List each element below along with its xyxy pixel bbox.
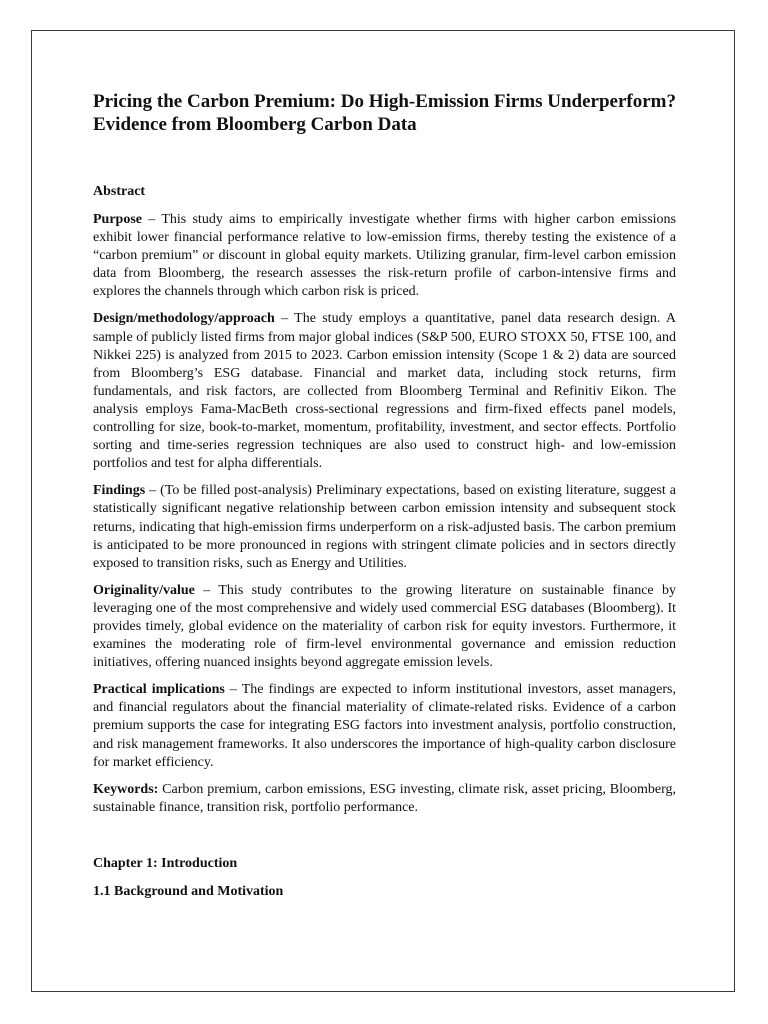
findings-text: (To be filled post-analysis) Preliminary expectations, based on existing literature, suggest a statistically significant negative relationship between carbon emission intensity and subsequent stock returns, indicating that high-emission firms underperform on a risk-adjusted basis. The carbon premium is anticipated to be more pronounced in regions with stringent climate policies and in sectors directly exposed to transition risks, such as Energy and Utilities.	[93, 483, 676, 571]
findings-separator: –	[145, 483, 161, 499]
abstract-design	[93, 310, 676, 473]
purpose-text: This study aims to empirically investigate whether firms with higher carbon emissions exhibit lower financial performance relative to low-emission firms, thereby testing the existence of a “carbon premium” or discount in global equity markets. Utilizing granular, firm-level carbon emission data from Bloomberg, the research assesses the risk-return profile of carbon-intensive firms and explores the channels through which carbon risk is priced.	[93, 212, 676, 300]
chapter-heading: Chapter 1: Introduction	[93, 855, 238, 871]
abstract-heading: Abstract	[93, 184, 146, 199]
practical-implications-text: The findings are expected to inform institutional investors, asset managers, and financial regulators about the financial materiality of climate-related risks. Evidence of a carbon premium supports the case for integrating ESG factors into investment analysis, portfolio construction, and risk management frameworks. It also underscores the importance of high-quality carbon disclosure for market efficiency.	[93, 682, 676, 770]
paper-title: Pricing the Carbon Premium: Do High-Emission Firms Underperform? Evidence from Bloomberg Carbon Data	[93, 91, 676, 135]
practical-implications-label: Practical implications	[93, 682, 225, 698]
abstract-purpose	[93, 211, 676, 301]
design-text: The study employs a quantitative, panel data research design. A sample of publicly listed firms from major global indices (S&P 500, EURO STOXX 50, FTSE 100, and Nikkei 225) is analyzed from 2015 to 2023. Carbon emission intensity (Scope 1 & 2) data are sourced from Bloomberg’s ESG database. Financial and market data, including stock returns, firm fundamentals, and risk factors, are collected from Bloomberg Terminal and Refinitiv Eikon. The analysis employs Fama-MacBeth cross-sectional regressions and firm-fixed effects panel models, controlling for size, book-to-market, momentum, profitability, investment, and sector effects. Portfolio sorting and time-series regression techniques are also used to construct high- and low-emission portfolios and test for alpha differentials.	[93, 311, 676, 472]
design-label: Design/methodology/approach	[93, 311, 275, 327]
findings-label: Findings	[93, 483, 146, 499]
purpose-separator: –	[142, 212, 162, 227]
document-content	[93, 90, 676, 901]
keywords-text: Carbon premium, carbon emissions, ESG investing, climate risk, asset pricing, Bloomberg, sustainable finance, transition risk, portfolio performance.	[93, 781, 677, 815]
purpose-label: Purpose	[93, 212, 142, 227]
originality-separator: –	[194, 582, 219, 598]
section-heading: 1.1 Background and Motivation	[93, 883, 284, 899]
abstract-practical-implications	[93, 681, 676, 771]
design-separator: –	[274, 311, 295, 327]
abstract-keywords	[93, 781, 676, 817]
originality-label: Originality/value	[93, 582, 195, 598]
document-page	[31, 30, 735, 992]
practical-implications-separator: –	[224, 682, 242, 698]
originality-text: This study contributes to the growing literature on sustainable finance by leveraging one of the most comprehensive and widely used commercial ESG databases (Bloomberg). It provides timely, global evidence on the materiality of carbon risk for equity investors. Furthermore, it examines the moderating role of firm-level environmental governance and emission reduction initiatives, offering nuanced insights beyond aggregate emission levels.	[93, 582, 677, 671]
abstract-findings	[93, 482, 676, 572]
keywords-label: Keywords:	[93, 781, 159, 797]
abstract-originality	[93, 582, 676, 672]
